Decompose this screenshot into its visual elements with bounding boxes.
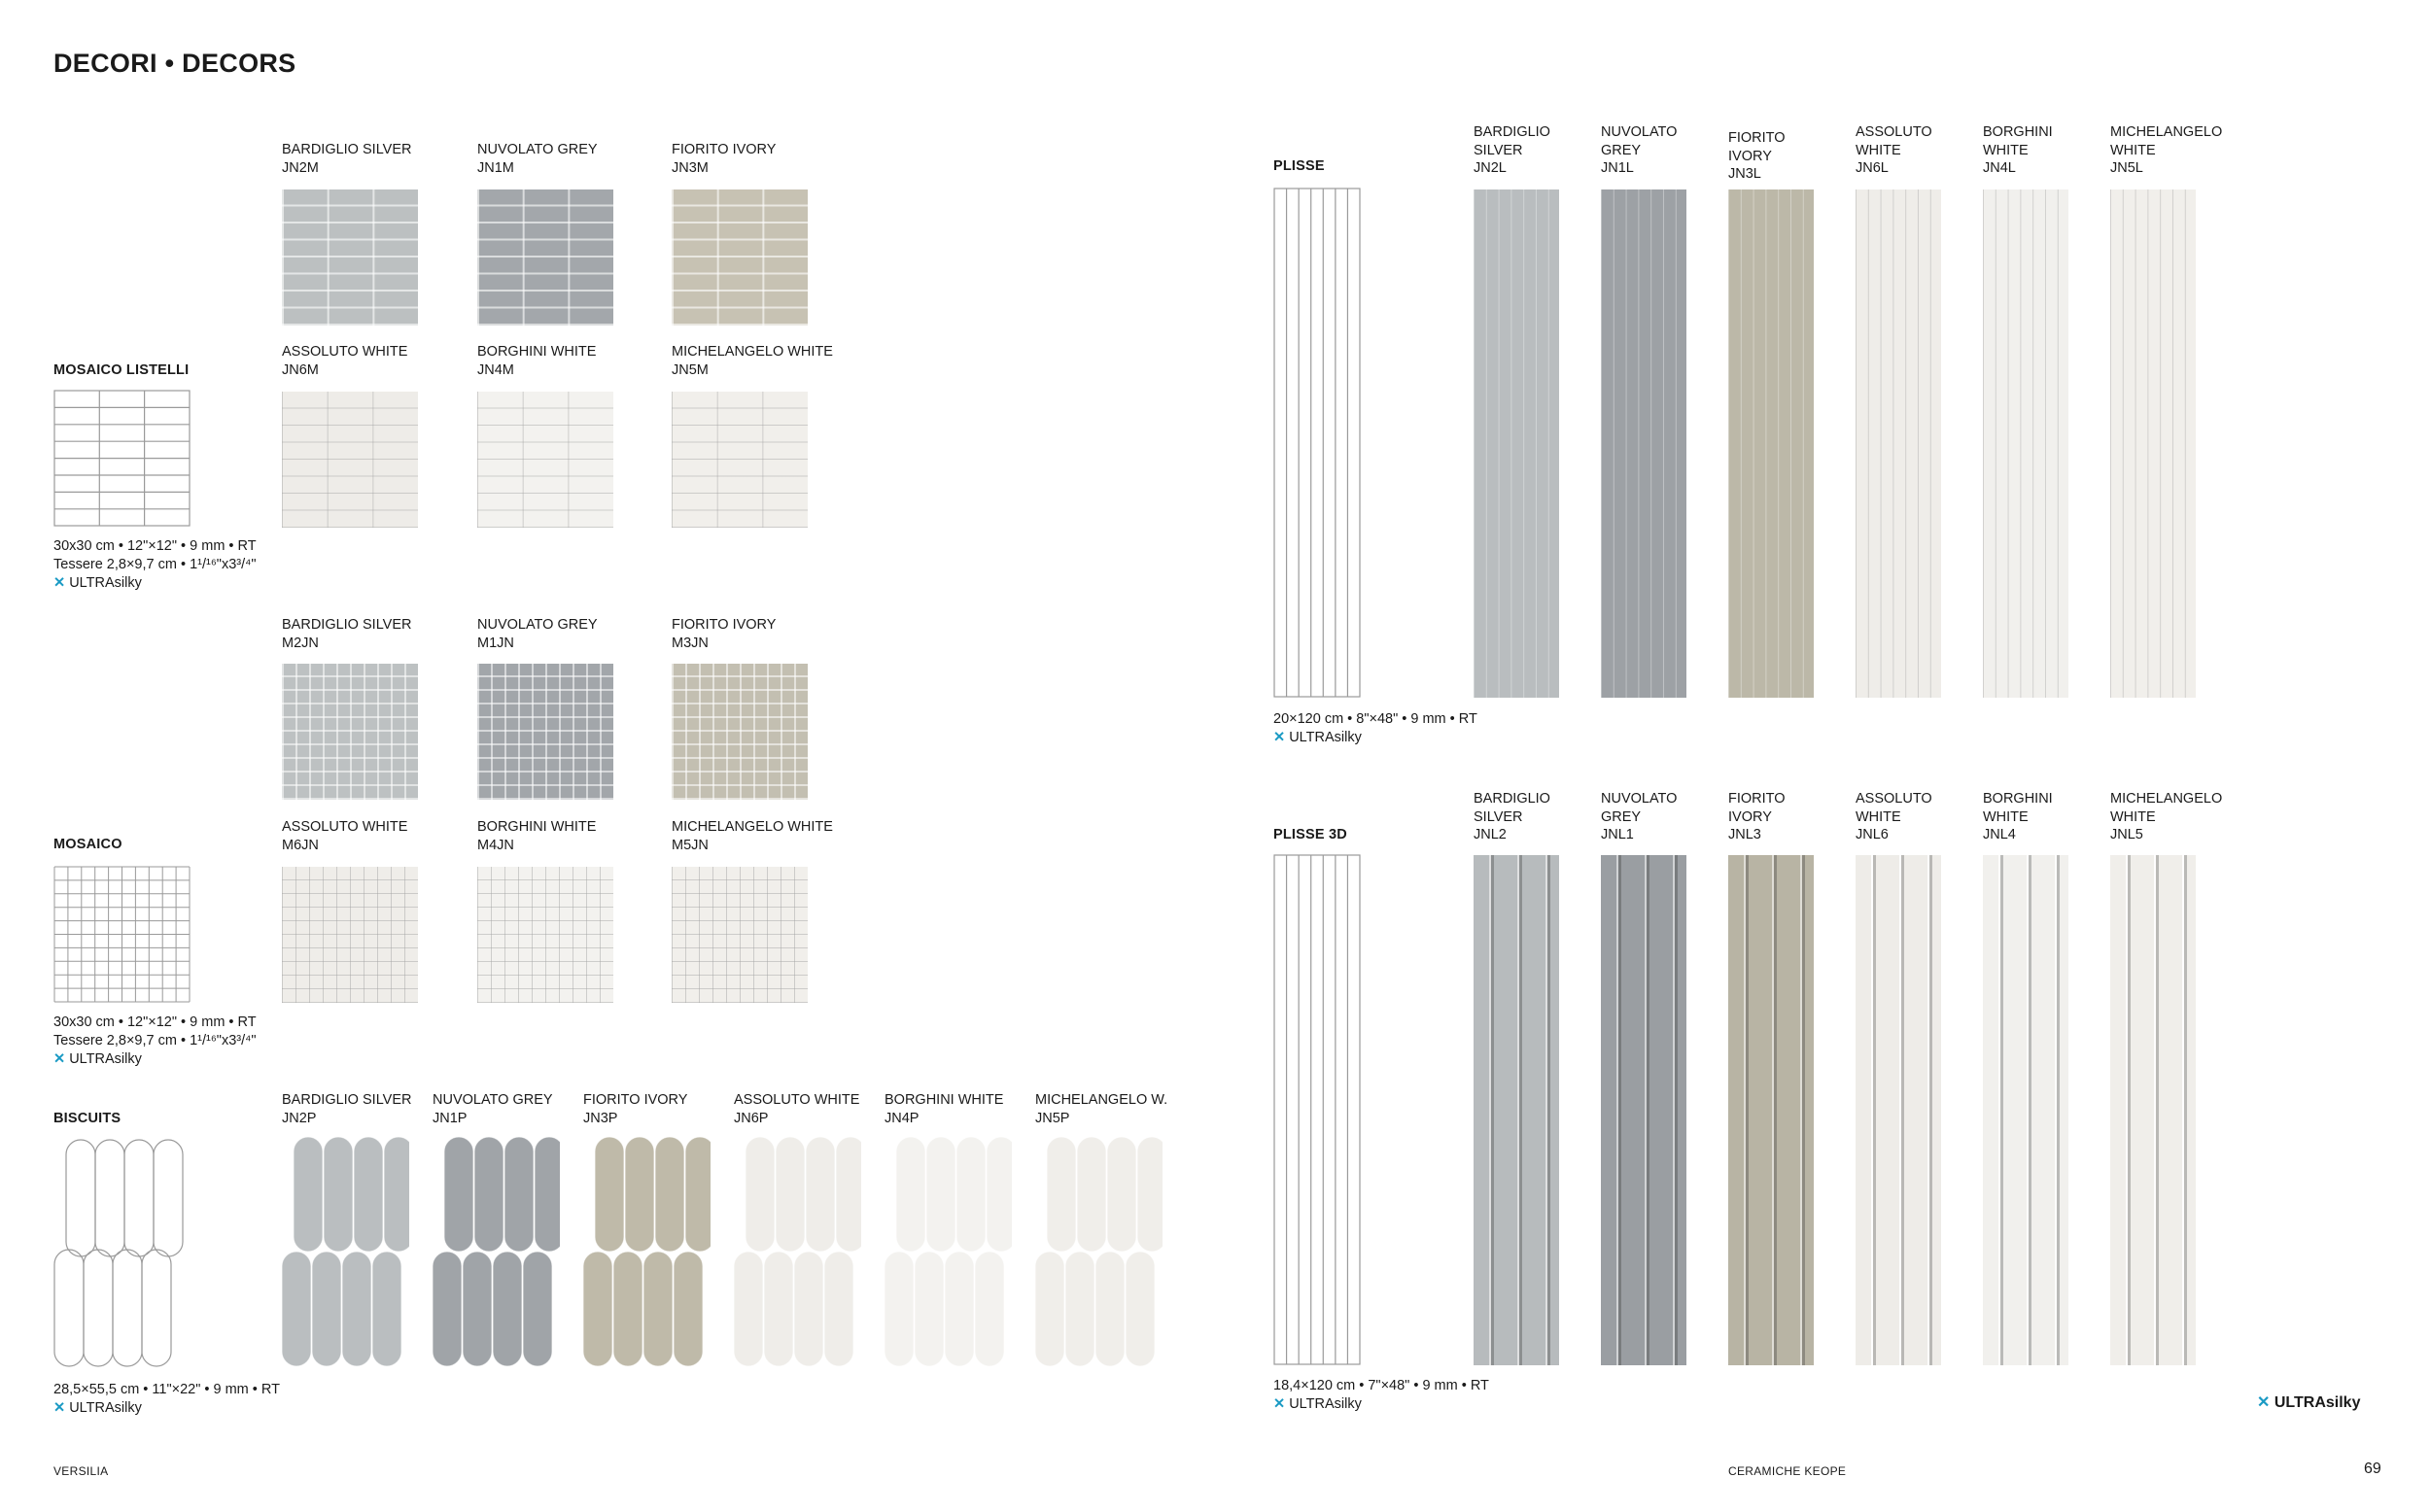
biscuit-piece [493,1252,522,1366]
mosaico-listelli-ultrasilky [53,574,142,593]
tile-swatch [1983,855,2068,1365]
product-label: NUVOLATO GREY JNL1 [1601,791,1678,842]
product-label: ASSOLUTO WHITE M6JN [282,819,408,853]
product-label: NUVOLATO GREY M1JN [477,617,598,651]
biscuit-piece [806,1137,835,1252]
page-title: DECORI • DECORS [53,49,296,78]
tile-swatch [282,189,418,326]
biscuit-piece [746,1137,775,1252]
product-label: FIORITO IVORY M3JN [672,617,777,651]
biscuit-piece [926,1137,955,1252]
biscuit-piece [794,1252,823,1366]
biscuit-piece [523,1252,552,1366]
biscuit-piece [734,1252,763,1366]
ultrasilky-x-icon: ✕ [53,1051,66,1067]
biscuit-piece [474,1137,503,1252]
mosaico-spec-size: 30x30 cm • 12"×12" • 9 mm • RT [53,1014,257,1030]
biscuit-piece [655,1137,684,1252]
product-label: FIORITO IVORY JN3P [583,1092,688,1126]
ultrasilky-x-icon: ✕ [1273,1396,1286,1412]
biscuit-piece [354,1137,383,1252]
section-title-plisse: PLISSE [1273,158,1325,174]
ultrasilky-label: ULTRAsilky [1289,730,1362,745]
biscuit-piece [1047,1137,1076,1252]
product-label: BARDIGLIO SILVER JN2P [282,1092,412,1126]
biscuit-piece [987,1137,1012,1252]
ultrasilky-brand-label: ULTRAsilky [2274,1394,2361,1411]
biscuit-piece [1137,1137,1163,1252]
biscuit-piece [1035,1252,1064,1366]
section-title-biscuits: BISCUITS [53,1111,122,1126]
product-label: ASSOLUTO WHITE JN6L [1856,124,1932,176]
mosaico-listelli-diagram [53,390,191,527]
biscuit-piece [433,1252,462,1366]
product-label: ASSOLUTO WHITE JN6M [282,344,408,378]
ultrasilky-x-icon: ✕ [1273,730,1286,745]
product-label: MICHELANGELO WHITE JN5L [2110,124,2223,176]
tile-swatch [477,189,613,326]
ultrasilky-label: ULTRAsilky [69,575,142,591]
product-label: BORGHINI WHITE JN4L [1983,124,2053,176]
biscuits-diagram [53,1139,190,1368]
biscuit-piece [535,1137,560,1252]
biscuit-piece [1065,1252,1094,1366]
biscuit-piece [885,1252,914,1366]
product-label: FIORITO IVORY JN3L [1728,130,1786,182]
product-label: FIORITO IVORY JN3M [672,142,777,176]
product-label: MICHELANGELO W. JN5P [1035,1092,1168,1126]
biscuit-piece [896,1137,925,1252]
biscuit-piece [1077,1137,1106,1252]
plisse-spec-size: 20×120 cm • 8"×48" • 9 mm • RT [1273,711,1477,727]
product-label: BORGHINI WHITE JN4P [885,1092,1004,1126]
tile-swatch [282,664,418,800]
product-label: FIORITO IVORY JNL3 [1728,791,1786,842]
tile-swatch [1474,189,1559,698]
product-label: NUVOLATO GREY JN1L [1601,124,1678,176]
tile-swatch [1601,189,1686,698]
product-label: NUVOLATO GREY JN1M [477,142,598,176]
mosaico-diagram [53,866,191,1003]
plisse-diagram [1273,188,1361,698]
tile-swatch [282,392,418,528]
mosaico-listelli-spec-tessere: Tessere 2,8×9,7 cm • 1¹/¹⁶"x3³/⁴" [53,557,257,572]
tile-swatch [2110,855,2196,1365]
biscuit-tile-swatch [282,1137,409,1366]
footer-brand-name: CERAMICHE KEOPE [1728,1464,1847,1478]
biscuit-piece [776,1137,805,1252]
tile-swatch [1728,855,1814,1365]
plisse-ultrasilky [1273,729,1362,747]
biscuit-tile-swatch [433,1137,560,1366]
mosaico-ultrasilky [53,1050,142,1069]
biscuit-tile-swatch [583,1137,711,1366]
ultrasilky-label: ULTRAsilky [69,1051,142,1067]
biscuit-piece [915,1252,944,1366]
product-label: BARDIGLIO SILVER JNL2 [1474,791,1550,842]
biscuit-piece [282,1252,311,1366]
biscuit-piece [294,1137,323,1252]
tile-swatch [1728,189,1814,698]
biscuit-piece [685,1137,711,1252]
tile-swatch [1983,189,2068,698]
tile-swatch [477,664,613,800]
biscuit-piece [504,1137,534,1252]
tile-swatch [1856,189,1941,698]
ultrasilky-x-icon: ✕ [53,575,66,591]
biscuits-ultrasilky [53,1399,142,1418]
mosaico-spec-tessere: Tessere 2,8×9,7 cm • 1¹/¹⁶"x3³/⁴" [53,1033,257,1048]
ultrasilky-label: ULTRAsilky [1289,1396,1362,1412]
product-label: MICHELANGELO WHITE JN5M [672,344,833,378]
biscuit-piece [595,1137,624,1252]
section-title-plisse-3d: PLISSE 3D [1273,827,1347,842]
biscuit-tile-swatch [885,1137,1012,1366]
product-label: BARDIGLIO SILVER JN2M [282,142,412,176]
product-label: MICHELANGELO WHITE JNL5 [2110,791,2223,842]
section-title-mosaico-listelli: MOSAICO LISTELLI [53,362,190,378]
biscuit-piece [613,1252,642,1366]
biscuit-piece [324,1137,353,1252]
biscuit-piece [1107,1137,1136,1252]
ultrasilky-x-icon: ✕ [53,1400,66,1416]
ultrasilky-x-icon: ✕ [2257,1394,2271,1411]
product-label: BORGHINI WHITE JNL4 [1983,791,2053,842]
tile-swatch [1474,855,1559,1365]
plisse-3d-spec-size: 18,4×120 cm • 7"×48" • 9 mm • RT [1273,1378,1489,1393]
ultrasilky-label: ULTRAsilky [69,1400,142,1416]
biscuit-piece [836,1137,861,1252]
page-number: 69 [2364,1460,2381,1477]
product-label: BARDIGLIO SILVER M2JN [282,617,412,651]
product-label: ASSOLUTO WHITE JNL6 [1856,791,1932,842]
biscuit-tile-swatch [734,1137,861,1366]
tile-swatch [672,189,808,326]
biscuit-piece [674,1252,703,1366]
biscuit-piece [764,1252,793,1366]
ultrasilky-brand-mark [2257,1392,2360,1412]
product-label: MICHELANGELO WHITE M5JN [672,819,833,853]
product-label: BARDIGLIO SILVER JN2L [1474,124,1550,176]
product-label: NUVOLATO GREY JN1P [433,1092,553,1126]
biscuit-piece [583,1252,612,1366]
biscuit-piece [384,1137,409,1252]
tile-swatch [672,664,808,800]
tile-swatch [282,867,418,1003]
product-label: BORGHINI WHITE M4JN [477,819,597,853]
footer-collection-name: VERSILIA [53,1464,109,1478]
tile-swatch [477,392,613,528]
biscuit-piece [643,1252,673,1366]
biscuit-piece [945,1252,974,1366]
biscuit-tile-swatch [1035,1137,1163,1366]
biscuit-piece [1095,1252,1125,1366]
biscuit-piece [312,1252,341,1366]
tile-swatch [2110,189,2196,698]
biscuit-piece [372,1252,401,1366]
section-title-mosaico: MOSAICO [53,837,122,852]
tile-swatch [1601,855,1686,1365]
tile-swatch [477,867,613,1003]
biscuit-piece [342,1252,371,1366]
plisse-3d-ultrasilky [1273,1395,1362,1414]
biscuit-piece [956,1137,986,1252]
biscuits-spec-size: 28,5×55,5 cm • 11"×22" • 9 mm • RT [53,1382,280,1397]
product-label: ASSOLUTO WHITE JN6P [734,1092,860,1126]
biscuit-piece [625,1137,654,1252]
biscuit-piece [1126,1252,1155,1366]
mosaico-listelli-spec-size: 30x30 cm • 12"×12" • 9 mm • RT [53,538,257,554]
biscuit-piece [444,1137,473,1252]
tile-swatch [1856,855,1941,1365]
biscuit-piece [463,1252,492,1366]
plisse-3d-diagram [1273,854,1361,1365]
tile-swatch [672,392,808,528]
product-label: BORGHINI WHITE JN4M [477,344,597,378]
biscuit-piece [824,1252,853,1366]
tile-swatch [672,867,808,1003]
biscuit-piece [975,1252,1004,1366]
